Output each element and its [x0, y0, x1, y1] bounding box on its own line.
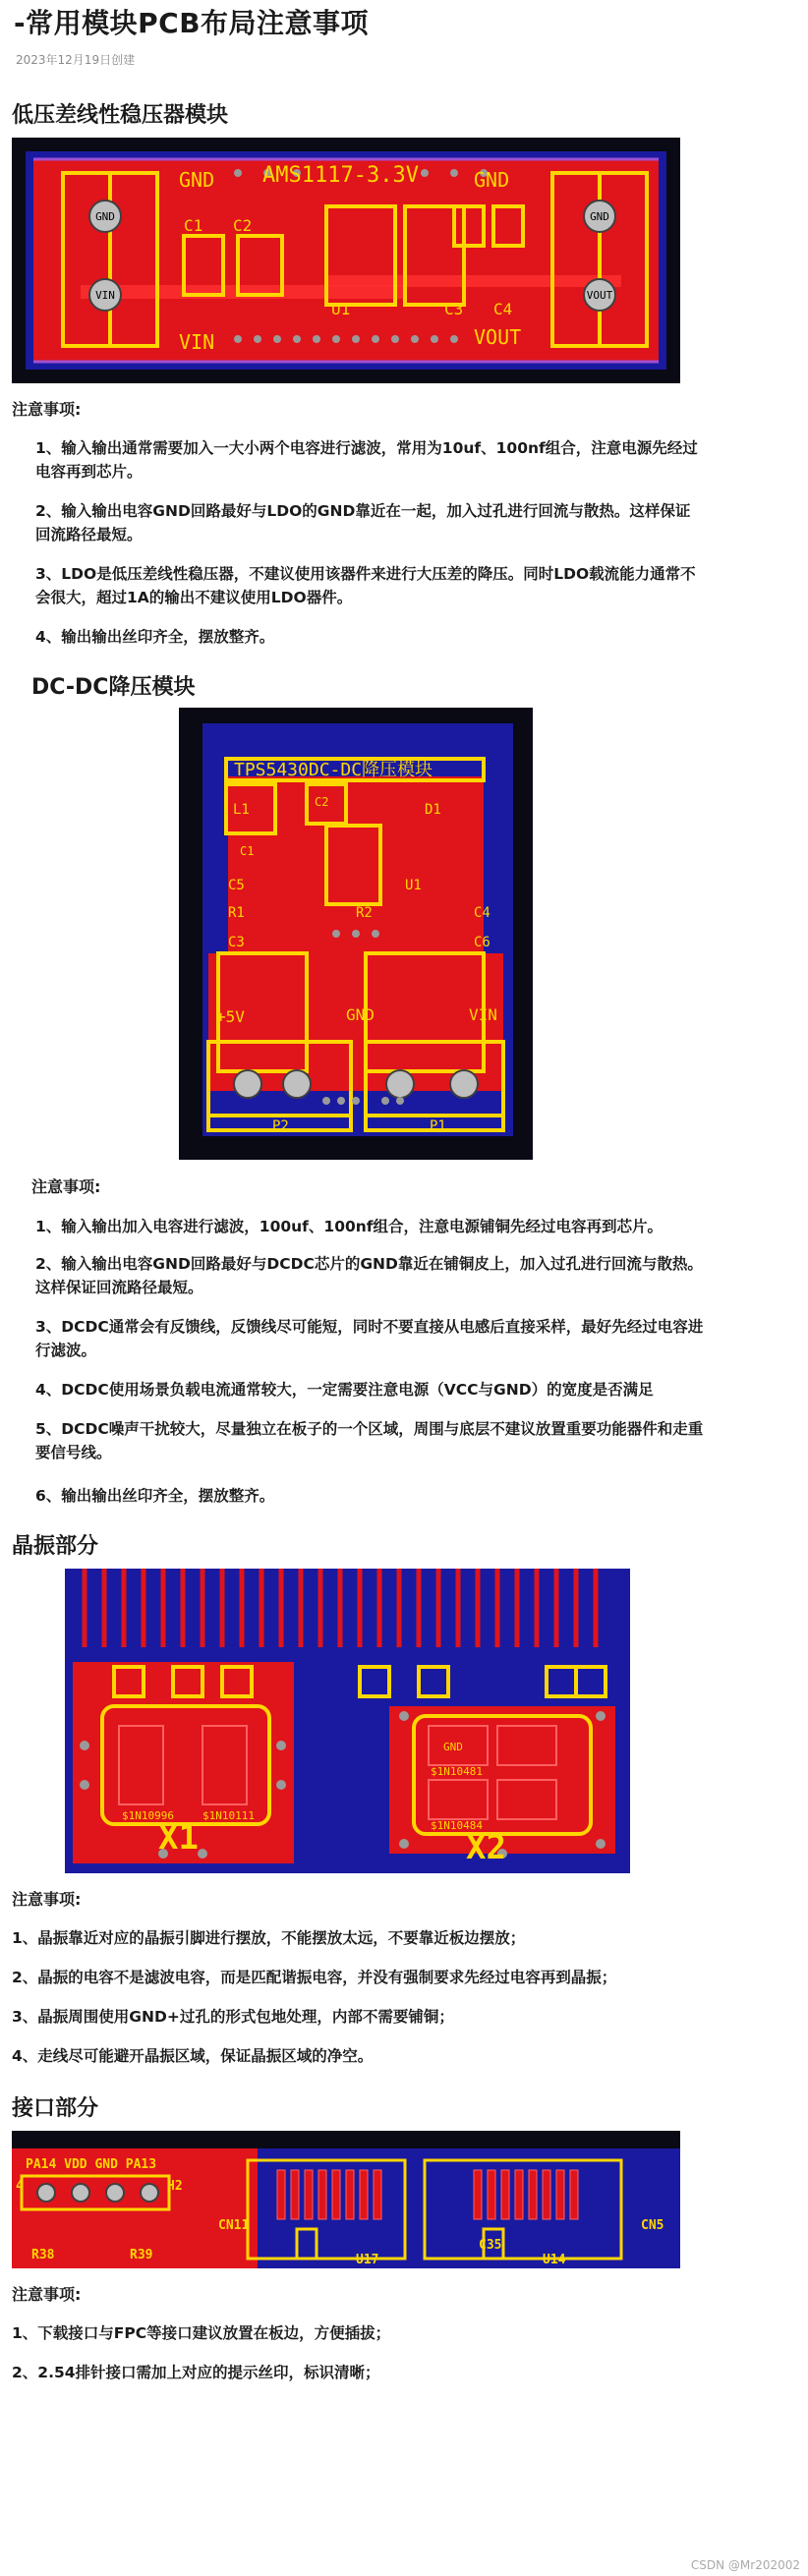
- dcdc-pcb-image: [179, 708, 533, 1160]
- dcdc-note-4: 4、DCDC使用场景负载电流通常较大，一定需要注意电源（VCC与GND）的宽度是否满足: [35, 1381, 654, 1399]
- dcdc-note-3: 3、DCDC通常会有反馈线，反馈线尽可能短，同时不要直接从电感后直接采样，最好先经过电容进行滤波。: [35, 1318, 704, 1359]
- crystal-label-x2: X2: [466, 1828, 506, 1867]
- dcdc-label-c4: C4: [474, 905, 491, 921]
- interface-label-cn5: CN5: [641, 2218, 664, 2233]
- dcdc-label-c2: C2: [315, 795, 329, 809]
- interface-label-4: 4: [16, 2179, 24, 2194]
- dcdc-label-gnd: GND: [346, 1005, 375, 1024]
- pcb-label-gnd-left: GND: [179, 168, 215, 192]
- interface-label-c35: C35: [479, 2238, 502, 2253]
- dcdc-label-p1: P1: [430, 1118, 446, 1134]
- interface-label-cn11: CN11: [218, 2218, 250, 2233]
- dcdc-note-6: 6、输出输出丝印齐全，摆放整齐。: [35, 1487, 275, 1505]
- pad-label-gnd-left: GND: [95, 210, 115, 223]
- section-heading-ldo: 低压差线性稳压器模块: [12, 103, 229, 128]
- section-heading-dcdc: DC-DC降压模块: [31, 675, 196, 700]
- dcdc-label-r2: R2: [356, 905, 373, 921]
- dcdc-label-r1: R1: [228, 905, 245, 921]
- pcb-label-c1: C1: [184, 216, 203, 235]
- created-date: 2023年12月19日创建: [16, 53, 136, 67]
- crystal-note-3: 3、晶振周围使用GND+过孔的形式包地处理，内部不需要铺铜；: [12, 2008, 454, 2026]
- pcb-label-vin: VIN: [179, 330, 215, 354]
- crystal-note-2: 2、晶振的电容不是滤波电容，而是匹配谐振电容，并没有强制要求先经过电容再到晶振；: [12, 1969, 617, 1986]
- crystal-ref-2: $1N10111: [202, 1809, 255, 1822]
- dcdc-notes-title: 注意事项:: [31, 1177, 101, 1196]
- interface-note-1: 1、下载接口与FPC等接口建议放置在板边，方便插拔；: [12, 2324, 391, 2342]
- interface-label-h2: H2: [167, 2179, 183, 2194]
- crystal-label-gnd: GND: [443, 1741, 463, 1753]
- interface-note-2: 2、2.54排针接口需加上对应的提示丝印，标识清晰；: [12, 2364, 380, 2381]
- crystal-note-4: 4、走线尽可能避开晶振区域，保证晶振区域的净空。: [12, 2047, 374, 2065]
- dcdc-note-2: 2、输入输出电容GND回路最好与DCDC芯片的GND靠近在铺铜皮上，加入过孔进行回流与散热。这样保证回流路径最短。: [35, 1255, 703, 1296]
- ldo-note-1: 1、输入输出通常需要加入一大小两个电容进行滤波，常用为10uf、100nf组合，注意电源先经过电容再到芯片。: [35, 439, 698, 481]
- dcdc-label-u1: U1: [405, 878, 422, 893]
- crystal-ref-3: $1N10481: [431, 1765, 483, 1778]
- pcb-label-part: AMS1117-3.3V: [262, 163, 419, 188]
- pcb-label-c3: C3: [444, 300, 464, 318]
- dcdc-label-c3: C3: [228, 935, 245, 950]
- ldo-note-4: 4、输出输出丝印齐全，摆放整齐。: [35, 628, 275, 646]
- watermark: CSDN @Mr202002: [690, 2558, 800, 2572]
- dcdc-label-l1: L1: [233, 802, 250, 818]
- interface-notes-title: 注意事项:: [12, 2285, 82, 2304]
- dcdc-label-c5: C5: [228, 878, 245, 893]
- crystal-ref-1: $1N10996: [122, 1809, 174, 1822]
- interface-label-pins: PA14 VDD GND PA13: [26, 2157, 157, 2172]
- crystal-pcb-image: [65, 1569, 630, 1873]
- dcdc-label-c6: C6: [474, 935, 491, 950]
- ldo-pcb-image: [12, 138, 680, 383]
- pcb-label-u1: U1: [331, 300, 351, 318]
- interface-label-u17: U17: [356, 2253, 379, 2267]
- crystal-note-1: 1、晶振靠近对应的晶振引脚进行摆放，不能摆放太远，不要靠近板边摆放；: [12, 1929, 526, 1947]
- ldo-note-2: 2、输入输出电容GND回路最好与LDO的GND靠近在一起，加入过孔进行回流与散热。这样保证回流路径最短。: [35, 502, 691, 544]
- pad-label-gnd-right: GND: [590, 210, 609, 223]
- crystal-notes-title: 注意事项:: [12, 1890, 82, 1909]
- pad-label-vin: VIN: [95, 289, 115, 302]
- dcdc-label-vin: VIN: [469, 1005, 497, 1024]
- interface-label-r39: R39: [130, 2248, 153, 2262]
- dcdc-note-1: 1、输入输出加入电容进行滤波，100uf、100nf组合，注意电源铺铜先经过电容再到芯片。: [35, 1218, 664, 1235]
- pcb-label-c2: C2: [233, 216, 253, 235]
- pad-label-vout: VOUT: [586, 289, 613, 302]
- crystal-label-x1: X1: [158, 1818, 199, 1858]
- page-title: -常用模块PCB布局注意事项: [14, 7, 370, 39]
- dcdc-note-5: 5、DCDC噪声干扰较大，尽量独立在板子的一个区域，周围与底层不建议放置重要功能器件和走重要信号线。: [35, 1420, 704, 1461]
- dcdc-pcb-title: TPS5430DC-DC降压模块: [234, 760, 433, 780]
- pcb-label-vout: VOUT: [474, 325, 522, 349]
- dcdc-label-p2: P2: [272, 1118, 289, 1134]
- ldo-note-3: 3、LDO是低压差线性稳压器，不建议使用该器件来进行大压差的降压。同时LDO载流能力通常不会很大，超过1A的输出不建议使用LDO器件。: [35, 565, 696, 606]
- section-heading-interface: 接口部分: [12, 2096, 99, 2121]
- interface-label-u14: U14: [543, 2253, 566, 2267]
- interface-pcb-image: [12, 2131, 680, 2268]
- pcb-label-c4: C4: [493, 300, 513, 318]
- dcdc-label-5v: +5V: [216, 1007, 245, 1026]
- section-heading-crystal: 晶振部分: [12, 1534, 99, 1559]
- pcb-label-gnd-right: GND: [474, 168, 510, 192]
- dcdc-label-d1: D1: [425, 802, 441, 818]
- crystal-ref-4: $1N10484: [431, 1819, 483, 1832]
- ldo-notes-title: 注意事项:: [12, 400, 82, 419]
- interface-label-r38: R38: [31, 2248, 55, 2262]
- dcdc-label-c1: C1: [240, 844, 255, 858]
